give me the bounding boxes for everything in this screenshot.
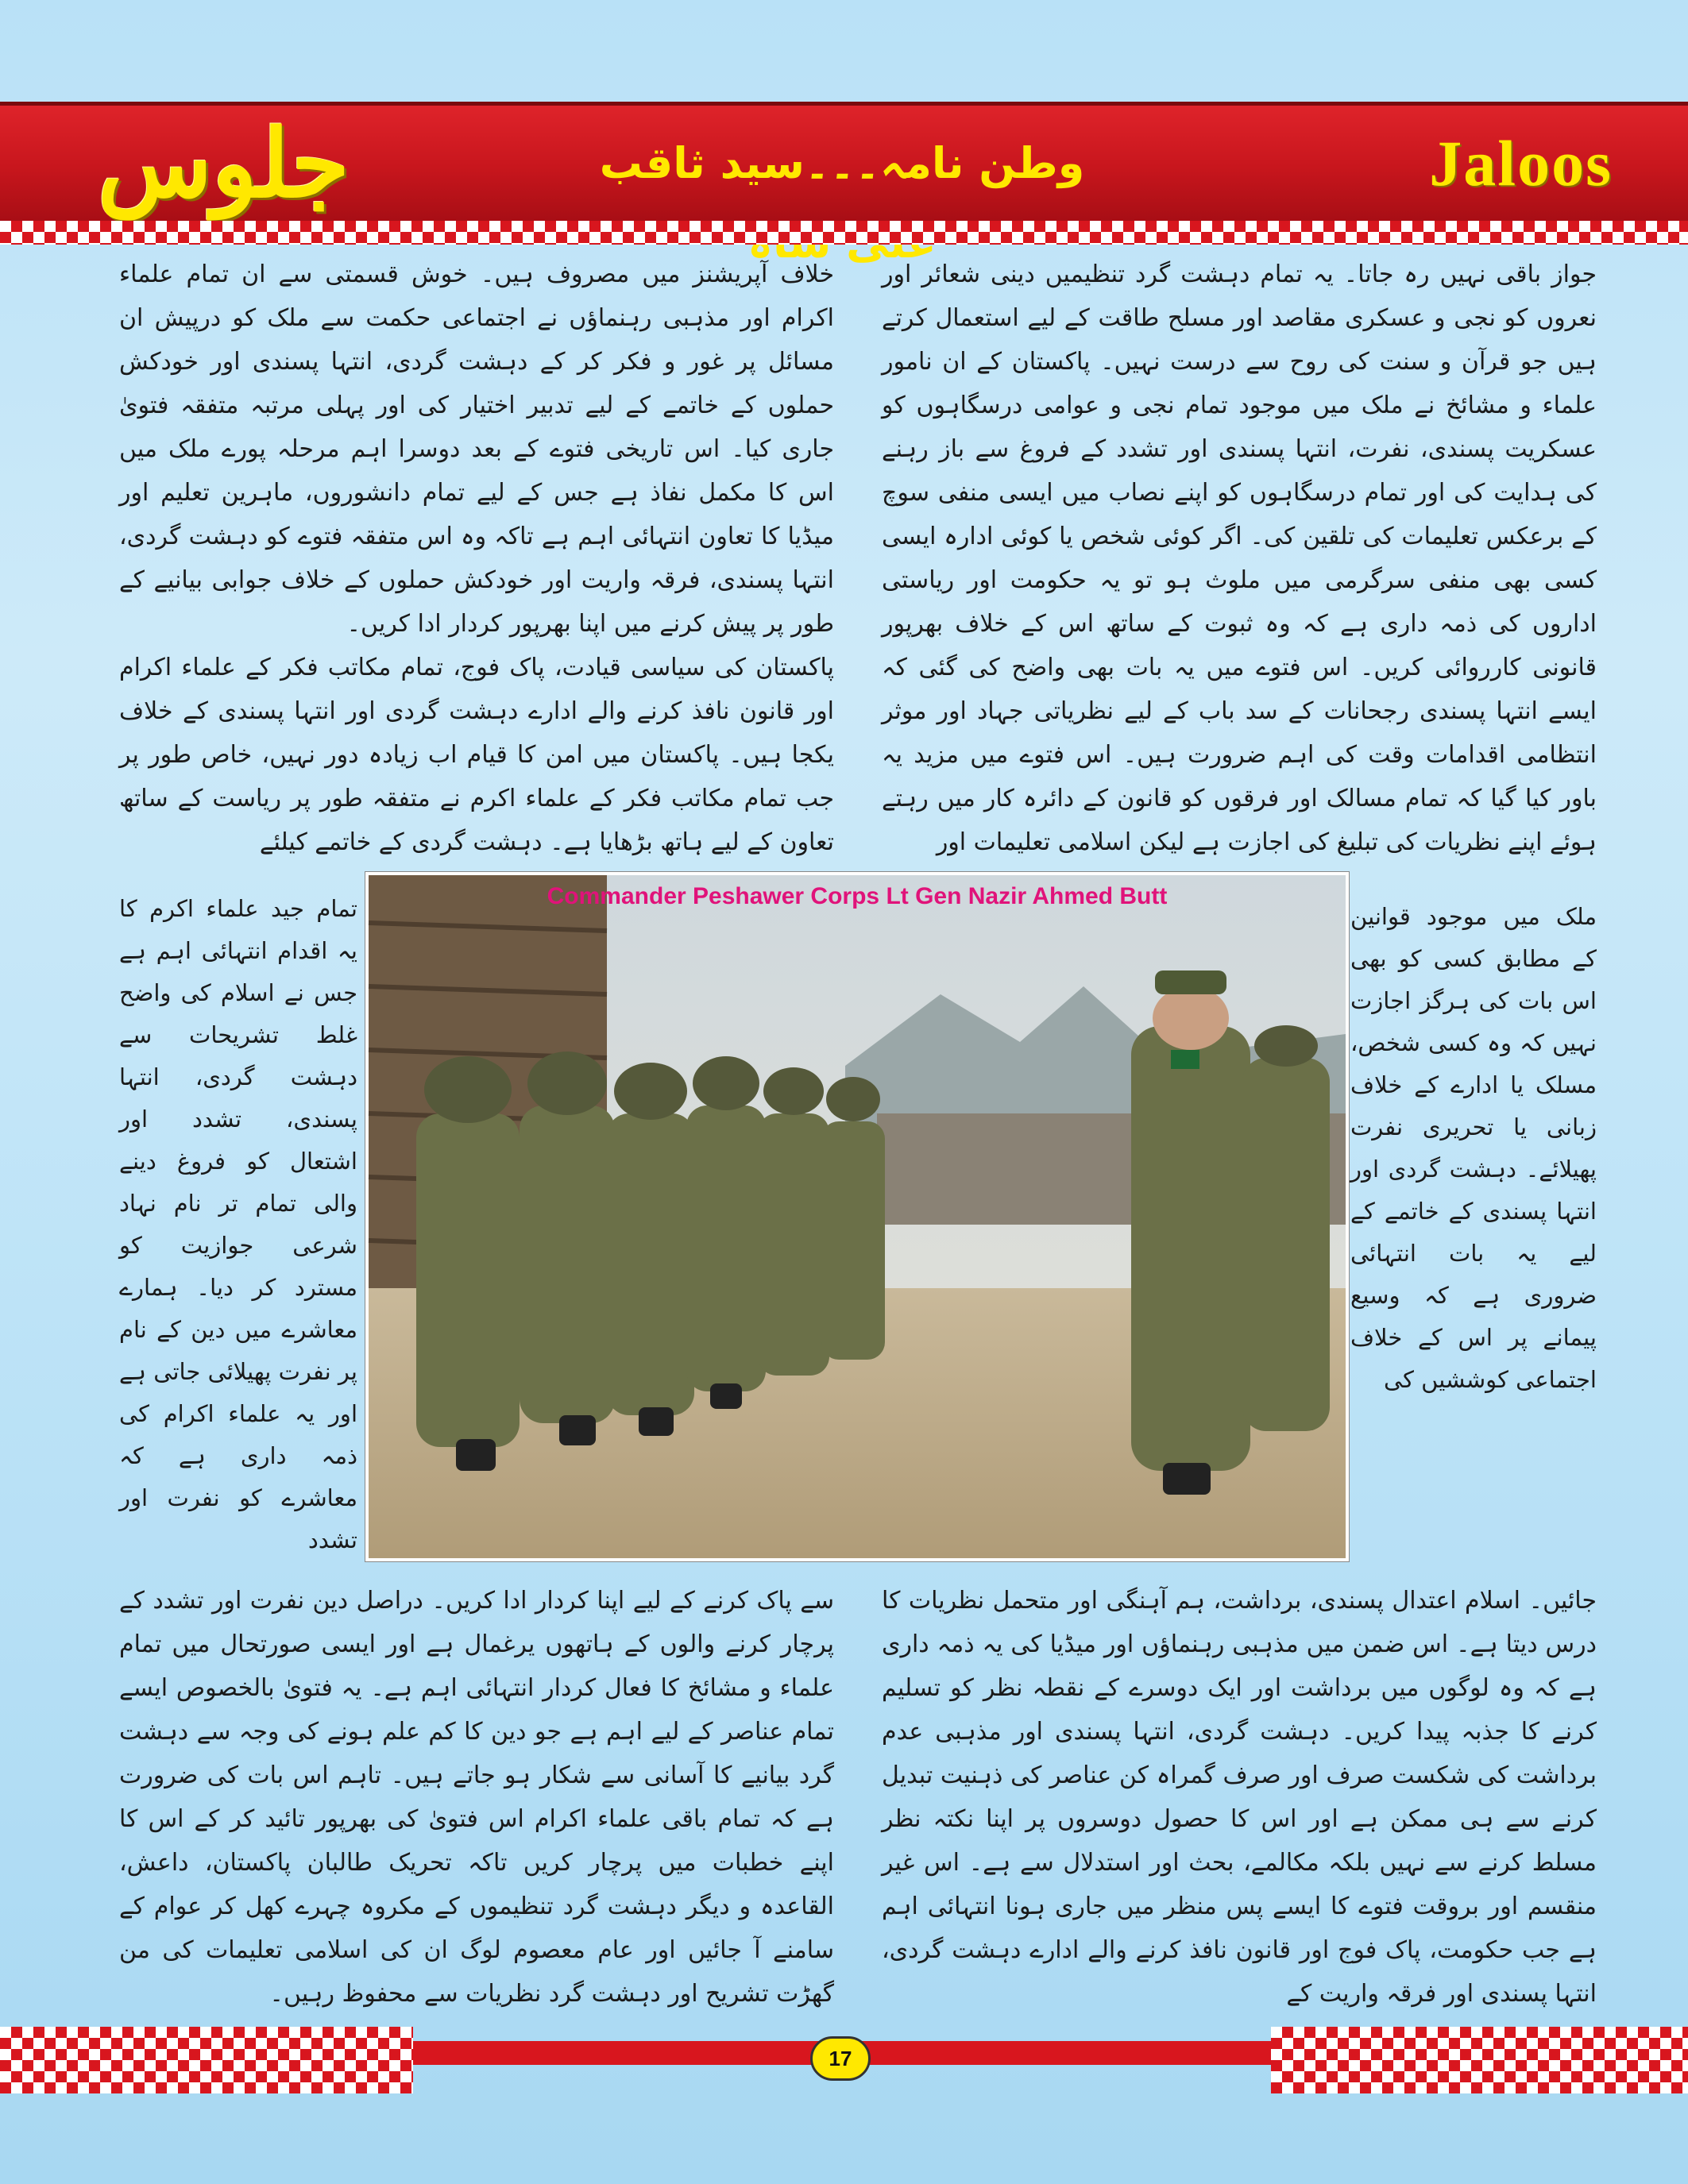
paragraph: جواز باقی نہیں رہ جاتا۔ یہ تمام دہشت گرد تنظیمیں دینی شعائر اور نعروں کو نجی و عسکری مقاصد اور مسلح طاقت کے لیے استعمال کرتے ہیں جو قرآن و سنت کی روح سے درست نہیں۔ پاکستان کے ان نامور علماء و مشائخ نے ملک میں موجود تمام نجی و عوامی درسگاہوں کو عسکریت پسندی، نفرت، انتہا پسندی اور تشدد کے فروغ سے باز رہنے کی ہدایت کی اور تمام درسگاہوں کو اپنے نصاب میں ایسی منفی سوچ کے برعکس تعلیمات کی تلقین کی۔ اگر کوئی شخص یا کوئی ادارہ ایسی کسی بھی منفی سرگرمی میں ملوث ہو تو یہ حکومت اور ریاستی اداروں کی ذمہ داری ہے کہ وہ ثبوت کے ساتھ اس کے خلاف بھرپور قانونی کارروائی کریں۔ اس فتوے میں یہ بات بھی واضح کی گئی کہ ایسے انتہا پسندی رجحانات کے سد باب کے لیے نظریاتی جہاد اور موثر انتظامی اقدامات وقت کی اہم ضرورت ہیں۔ اس فتوے میں مزید یہ باور کیا گیا کہ تمام مسالک اور فرقوں کو قانون کے دائرہ کار میں رہتے ہوئے اپنے نظریات کی تبلیغ کی اجازت ہے لیکن اسلامی تعلیمات اور (882, 260, 1597, 856)
article-column-left-middle (119, 888, 357, 1571)
article-column-left-top (119, 253, 834, 856)
paragraph: خلاف آپریشنز میں مصروف ہیں۔ خوش قسمتی سے ان تمام علماء اکرام اور مذہبی رہنماؤں نے اجتماعی حکمت سے ملک کو درپیش ان مسائل پر غور و فکر کر کے دہشت گردی، انتہا پسندی اور خودکش حملوں کے خاتمے کے لیے تدبیر اختیار کی اور پہلی مرتبہ متفقہ فتویٰ جاری کیا۔ اس تاریخی فتوے کے بعد دوسرا اہم مرحلہ پورے ملک میں اس کا مکمل نفاذ ہے جس کے لیے تمام دانشوروں، ماہرین تعلیم اور میڈیا کا تعاون انتہائی اہم ہے تاکہ وہ اس متفقہ فتوے کو دہشت گردی، انتہا پسندی، فرقہ واریت اور خودکش حملوں کے خلاف جوابی بیانیے کے طور پر پیش کرنے میں اپنا بھرپور کردار ادا کریں۔ (119, 260, 834, 638)
urdu-logo: جلوس (97, 108, 350, 218)
article-column-right-bottom (882, 1579, 1597, 2024)
article-column-left-bottom (119, 1579, 834, 2024)
soldiers-photo-illustration (369, 875, 1346, 1558)
english-logo: Jaloos (1429, 127, 1613, 199)
checker-strip-footer-left (0, 2027, 413, 2093)
header-banner (0, 102, 1688, 221)
photo-caption: Commander Peshawer Corps Lt Gen Nazir Ahmed Butt (547, 883, 1168, 909)
column-title: وطن نامہ۔۔۔سید ثاقب (599, 138, 1085, 188)
paragraph: تمام جید علماء اکرم کا یہ اقدام انتہائی اہم ہے جس نے اسلام کی واضح غلط تشریحات سے دہشت گردی، انتہا پسندی، تشدد اور اشتعال کو فروغ دینے والی تمام تر نام نہاد شرعی جوازیت کو مسترد کر دیا۔ ہمارے معاشرے میں دین کے نام پر نفرت پھیلائی جاتی ہے اور یہ علماء اکرام کی ذمہ داری ہے کہ معاشرے کو نفرت اور تشدد (119, 895, 357, 1553)
paragraph: پاکستان کی سیاسی قیادت، پاک فوج، تمام مکاتب فکر کے علماء اکرام اور قانون نافذ کرنے والے ادارے دہشت گردی اور انتہا پسندی کے خلاف یکجا ہیں۔ پاکستان میں امن کا قیام اب زیادہ دور نہیں، خاص طور پر جب تمام مکاتب فکر کے علماء اکرم نے متفقہ طور پر ریاست کے ساتھ تعاون کے لیے ہاتھ بڑھایا ہے۔ دہشت گردی کے خاتمے کیلئے (119, 654, 834, 856)
article-column-right-middle (1350, 896, 1597, 1571)
checker-strip-top (0, 221, 1688, 245)
checker-strip-footer-right (1271, 2027, 1688, 2093)
page-number: 17 (810, 2036, 871, 2081)
paragraph: ملک میں موجود قوانین کے مطابق کسی کو بھی اس بات کی ہرگز اجازت نہیں کہ وہ کسی شخص، مسلک یا ادارے کے خلاف زبانی یا تحریری نفرت پھیلائے۔ دہشت گردی اور انتہا پسندی کے خاتمے کے لیے یہ بات انتہائی ضروری ہے کہ وسیع پیمانے پر اس کے خلاف اجتماعی کوششیں کی (1350, 903, 1597, 1393)
paragraph: جائیں۔ اسلام اعتدال پسندی، برداشت، ہم آہنگی اور متحمل نظریات کا درس دیتا ہے۔ اس ضمن میں مذہبی رہنماؤں اور میڈیا کی یہ ذمہ داری ہے کہ وہ لوگوں میں برداشت اور ایک دوسرے کے نقطہ نظر کو تسلیم کرنے کا جذبہ پیدا کریں۔ دہشت گردی، انتہا پسندی اور مذہبی عدم برداشت کی شکست صرف اور صرف گمراہ کن عناصر کی ذہنیت تبدیل کرنے سے ہی ممکن ہے اور اس کا حصول دوسروں پر اپنا نکتہ نظر مسلط کرنے سے نہیں بلکہ مکالمے، بحث اور استدلال سے ہے۔ اس غیر منقسم اور بروقت فتوے کا ایسے پس منظر میں جاری ہونا انتہائی اہم ہے جب حکومت، پاک فوج اور قانون نافذ کرنے والے ادارے دہشت گردی، انتہا پسندی اور فرقہ واریت کے (882, 1587, 1597, 2008)
news-photo (365, 872, 1349, 1561)
header-top-rule (0, 102, 1688, 106)
article-column-right-top (882, 253, 1597, 896)
paragraph: سے پاک کرنے کے لیے اپنا کردار ادا کریں۔ دراصل دین نفرت اور تشدد کے پرچار کرنے والوں کے ہاتھوں یرغمال ہے اور ایسی صورتحال میں تمام علماء و مشائخ کا فعال کردار انتہائی اہم ہے۔ یہ فتویٰ بالخصوص ایسے تمام عناصر کے لیے اہم ہے جو دین کا کم علم ہونے کی وجہ سے دہشت گرد بیانیے کا آسانی سے شکار ہو جاتے ہیں۔ تاہم اس بات کی ضرورت ہے کہ تمام باقی علماء اکرام اس فتویٰ کی بھرپور تائید کر کے اس کا اپنے خطبات میں پرچار کریں تاکہ تحریک طالبان پاکستان، داعش، القاعدہ و دیگر دہشت گرد تنظیموں کے مکروہ چہرے کھل کر عوام کے سامنے آ جائیں اور عام معصوم لوگ ان کی اسلامی تعلیمات کی من گھڑت تشریح اور دہشت گرد نظریات سے محفوظ رہیں۔ (119, 1587, 834, 2008)
